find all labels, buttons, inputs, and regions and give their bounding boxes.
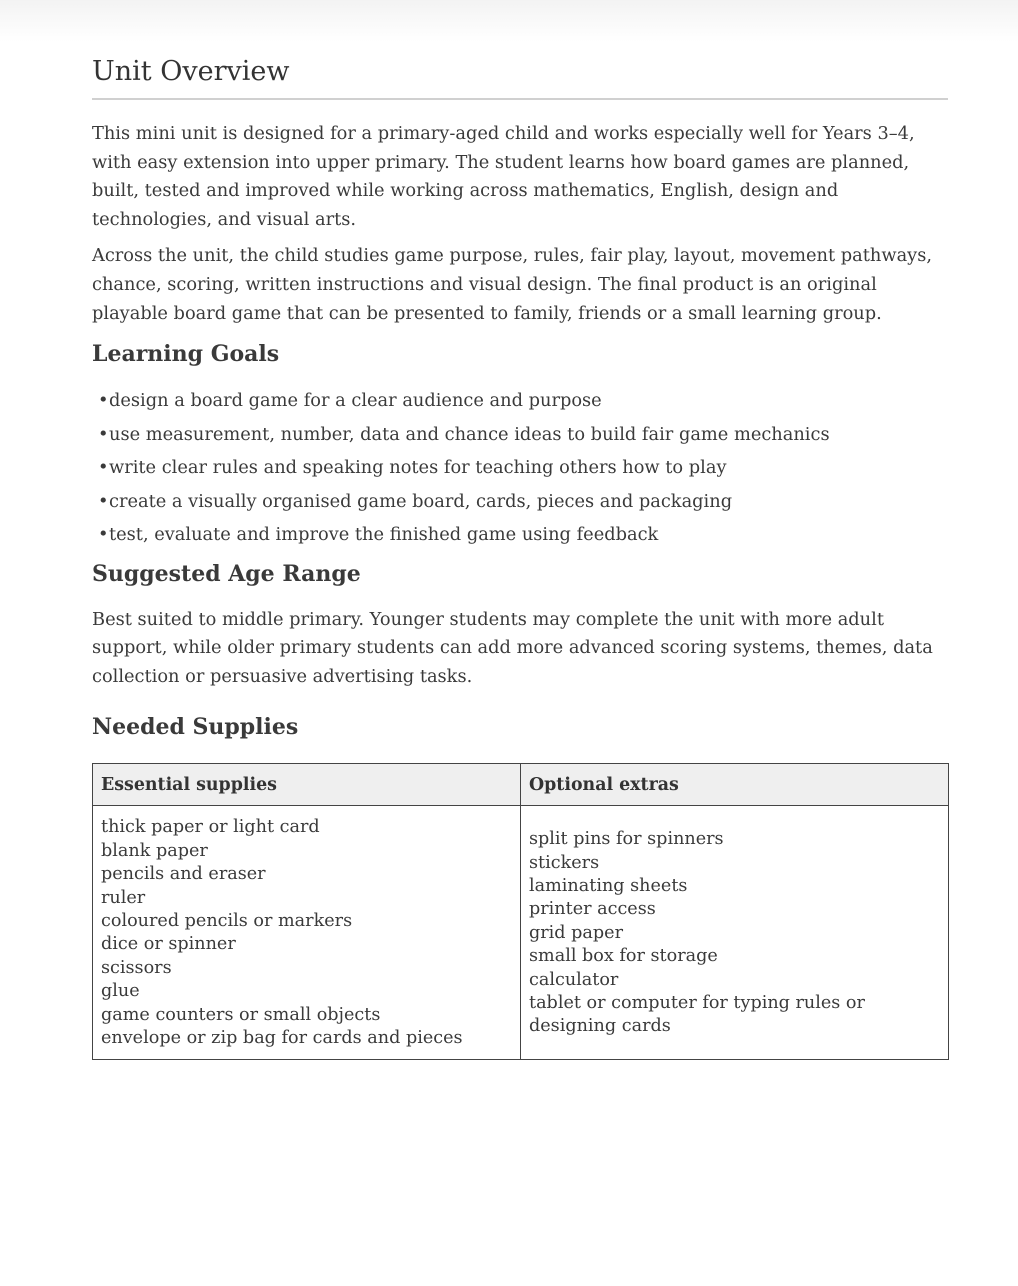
- essential-supply-item: coloured pencils or markers: [101, 911, 353, 932]
- supplies-row: [93, 806, 949, 1059]
- optional-extra-item: split pins for spinners: [529, 829, 724, 850]
- learning-goal-item: • use measurement, number, data and chance ideas to build fair game mechanics: [98, 418, 948, 452]
- learning-goal-item: • create a visually organised game board, cards, pieces and packaging: [98, 485, 948, 519]
- essential-supplies-cell: [93, 806, 521, 1059]
- intro-paragraph-2: Across the unit, the child studies game purpose, rules, fair play, layout, movement pathways, chance, scoring, written instructions and visual design. The final product is an original playable board game that can be presented to family, friends or a small learning group.: [92, 245, 932, 324]
- age-range-heading: Suggested Age Range: [92, 560, 361, 587]
- optional-extra-item: grid paper: [529, 922, 623, 943]
- top-shade: [0, 0, 1018, 42]
- learning-goals-list: [98, 384, 948, 552]
- essential-supply-item: blank paper: [101, 840, 208, 861]
- optional-extra-item: stickers: [529, 852, 600, 873]
- supplies-header-row: [93, 764, 949, 806]
- supplies-heading: Needed Supplies: [92, 714, 299, 741]
- essential-supply-item: pencils and eraser: [101, 864, 266, 885]
- document-content: [92, 52, 948, 1060]
- essential-supply-item: glue: [101, 981, 140, 1002]
- learning-goal-item: • write clear rules and speaking notes for teaching others how to play: [98, 451, 948, 485]
- learning-goal-item: • design a board game for a clear audience and purpose: [98, 384, 948, 418]
- essential-supply-item: game counters or small objects: [101, 1004, 381, 1025]
- essential-supply-item: envelope or zip bag for cards and pieces: [101, 1028, 463, 1049]
- optional-extra-item: tablet or computer for typing rules or designing cards: [529, 992, 865, 1037]
- intro-paragraph-1: This mini unit is designed for a primary-aged child and works especially well for Years 3–4, with easy extension into upper primary. The student learns how board games are planned, built, tested and improved while working across mathematics, English, design and technologies, and visual arts.: [92, 123, 915, 230]
- age-range-text: Best suited to middle primary. Younger students may complete the unit with more adult support, while older primary students can add more advanced scoring systems, themes, data collection or persuasive advertising tasks.: [92, 608, 933, 687]
- page-title: Unit Overview: [92, 52, 948, 100]
- optional-extra-item: calculator: [529, 969, 619, 990]
- essential-supply-item: scissors: [101, 957, 172, 978]
- essential-supply-item: thick paper or light card: [101, 817, 320, 838]
- learning-goals-heading: Learning Goals: [92, 341, 280, 368]
- essential-supplies-header: Essential supplies: [93, 764, 521, 806]
- learning-goal-item: • test, evaluate and improve the finished game using feedback: [98, 518, 948, 552]
- optional-extra-item: printer access: [529, 899, 656, 920]
- optional-extra-item: laminating sheets: [529, 875, 688, 896]
- optional-extra-item: small box for storage: [529, 946, 718, 967]
- optional-extras-cell: [521, 806, 949, 1059]
- essential-supply-item: dice or spinner: [101, 934, 236, 955]
- essential-supply-item: ruler: [101, 887, 146, 908]
- optional-extras-header: Optional extras: [521, 764, 949, 806]
- supplies-table: [92, 763, 949, 1059]
